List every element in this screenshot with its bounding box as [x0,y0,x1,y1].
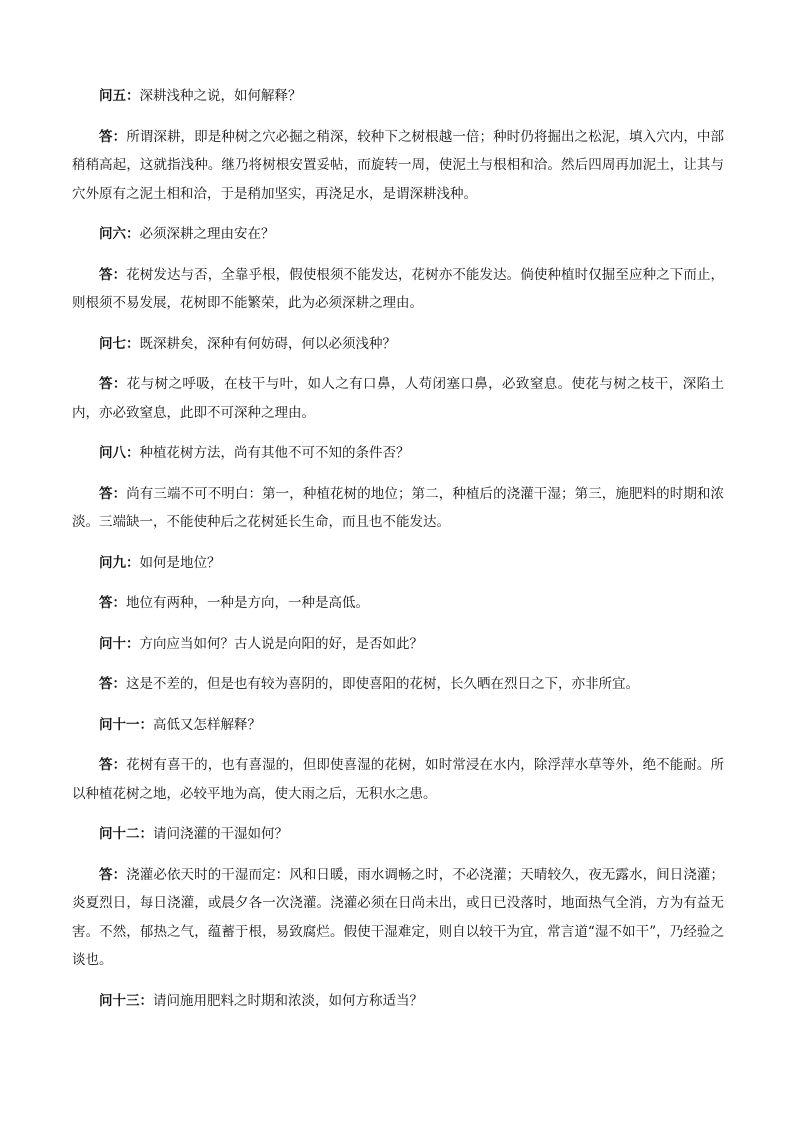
question-text: 请问浇灌的干湿如何？ [153,826,288,842]
question-label: 问十： [99,635,140,652]
answer-text: 花树发达与否，全靠乎根，假使根须不能发达，花树亦不能发达。倘使种植时仅掘至应种之下而止，则根须不易发展，花树即不能繁荣，此为必须深耕之理由。 [72,266,725,311]
answer-label: 答： [99,595,126,611]
answer-label: 答： [99,757,127,773]
question-text: 深耕浅种之说，如何解释？ [139,88,302,104]
answer-12 [72,861,724,975]
answer-5 [72,123,724,209]
question-12 [72,820,724,849]
answer-text: 所谓深耕，即是种树之穴必掘之稍深，较种下之树根越一倍；种时仍将掘出之松泥，填入穴内，中部稍稍高起，这就指浅种。继乃将树根安置妥帖，而旋转一周，使泥土与根相和洽。然后四周再加泥土，让其与穴外原有之泥土相和洽，于是稍加坚实，再浇足水，是谓深耕浅种。 [72,128,725,202]
answer-text: 浇灌必依天时的干湿而定：风和日暖，雨水调畅之时，不必浇灌；天晴较久，夜无露水，间日浇灌；炎夏烈日，每日浇灌，或晨夕各一次浇灌。浇灌必须在日尚未出，或日已没落时，地面热气全消，方为有益无害。不然，郁热之气，蕴蓄于根，易致腐烂。假使干湿难定，则自以较干为宜，常言道“湿不如干”，乃经验之谈也。 [72,866,725,968]
question-label: 问八： [99,445,140,461]
question-text: 既深耕矣，深种有何妨碍，何以必须浅种？ [139,335,396,352]
answer-label: 答： [99,866,127,883]
answer-7 [72,370,724,427]
answer-label: 答： [99,485,127,502]
answer-label: 答： [99,128,127,145]
answer-text: 尚有三端不可不明白：第一，种植花树的地位；第二，种植后的浇灌干湿；第三，施肥料的时期和浓淡。三端缺一，不能使种后之花树延长生命，而且也不能发达。 [72,485,725,530]
answer-label: 答： [99,266,127,283]
answer-9 [72,589,724,618]
question-text: 必须深耕之理由安在？ [139,226,275,242]
answer-text: 花与树之呼吸，在枝干与叶，如人之有口鼻，人苟闭塞口鼻，必致窒息。使花与树之枝干，深陷土内，亦必致窒息，此即不可深种之理由。 [72,376,725,421]
question-label: 问十三： [99,992,153,1009]
answer-text: 地位有两种，一种是方向，一种是高低。 [126,595,369,611]
question-label: 问十一： [99,716,153,733]
question-5 [72,82,724,111]
question-label: 问十二： [99,826,153,842]
question-text: 如何是地位？ [139,554,221,571]
answer-6 [72,261,724,318]
question-label: 问六： [99,226,140,242]
answer-8 [72,480,724,537]
question-label: 问五： [99,88,140,104]
answer-text: 花树有喜干的，也有喜湿的，但即使喜湿的花树，如时常浸在水内，除浮萍水草等外，绝不能耐。所以种植花树之地，必较平地为高，使大雨之后，无积水之患。 [72,757,725,802]
question-text: 高低又怎样解释？ [153,716,261,733]
question-9 [72,549,724,578]
answer-label: 答： [99,676,126,692]
answer-text: 这是不差的，但是也有较为喜阴的，即使喜阳的花树，长久晒在烈日之下，亦非所宜。 [126,676,639,692]
question-8 [72,439,724,468]
answer-label: 答： [99,376,127,392]
question-text: 种植花树方法，尚有其他不可不知的条件否？ [139,445,410,461]
question-text: 请问施用肥料之时期和浓淡，如何方称适当？ [153,992,423,1009]
question-13 [72,987,724,1016]
document-page [72,82,724,1027]
question-10 [72,630,724,659]
question-text: 方向应当如何？古人说是向阳的好，是否如此？ [139,635,423,652]
question-label: 问七： [99,335,140,352]
question-11 [72,711,724,740]
answer-11 [72,751,724,808]
question-7 [72,330,724,359]
question-6 [72,220,724,249]
answer-10 [72,670,724,699]
question-label: 问九： [99,554,140,571]
